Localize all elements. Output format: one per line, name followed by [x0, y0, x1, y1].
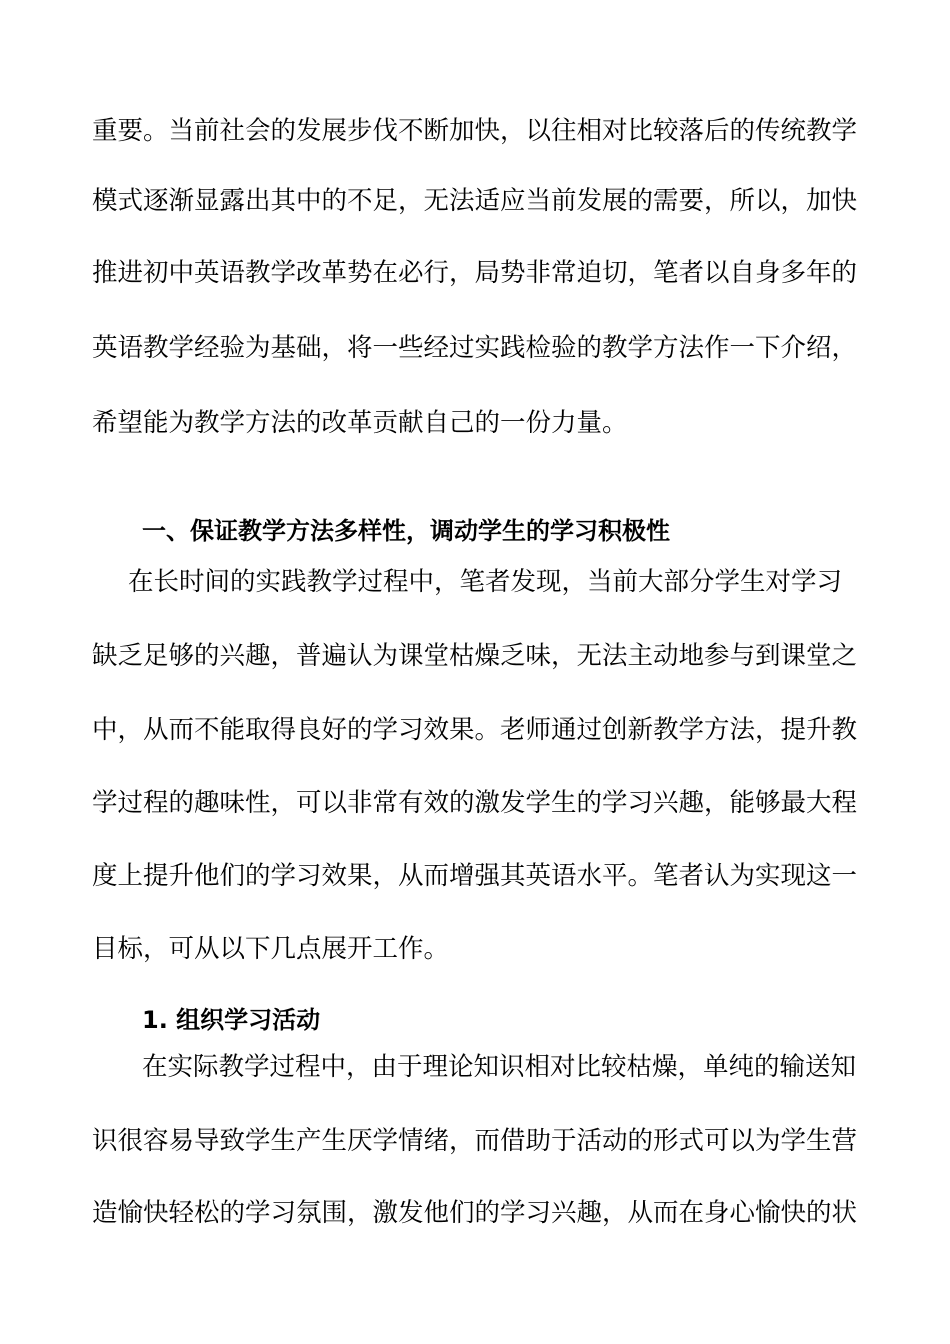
paragraph-line: 度上提升他们的学习效果，从而增强其英语水平。笔者认为实现这一: [92, 861, 858, 891]
section-heading: 一、保证教学方法多样性，调动学生的学习积极性: [142, 517, 670, 545]
paragraph-line: 中，从而不能取得良好的学习效果。老师通过创新教学方法，提升教: [92, 715, 858, 745]
paragraph-line: 英语教学经验为基础，将一些经过实践检验的教学方法作一下介绍，: [92, 333, 858, 363]
paragraph-line: 希望能为教学方法的改革贡献自己的一份力量。: [92, 408, 628, 438]
paragraph-line: 学过程的趣味性，可以非常有效的激发学生的学习兴趣，能够最大程: [92, 788, 858, 818]
paragraph-line: 识很容易导致学生产生厌学情绪，而借助于活动的形式可以为学生营: [92, 1126, 858, 1156]
paragraph-line: 在实际教学过程中，由于理论知识相对比较枯燥，单纯的输送知: [142, 1052, 857, 1082]
paragraph-line: 模式逐渐显露出其中的不足，无法适应当前发展的需要，所以，加快: [92, 186, 858, 216]
paragraph-line: 重要。当前社会的发展步伐不断加快，以往相对比较落后的传统教学: [92, 116, 858, 146]
subsection-heading: 1. 组织学习活动: [142, 1006, 321, 1034]
paragraph-line: 目标，可从以下几点展开工作。: [92, 934, 450, 964]
paragraph-line: 推进初中英语教学改革势在必行，局势非常迫切，笔者以自身多年的: [92, 258, 858, 288]
paragraph-line: 造愉快轻松的学习氛围，激发他们的学习兴趣，从而在身心愉快的状: [92, 1198, 858, 1228]
paragraph-line: 缺乏足够的兴趣，普遍认为课堂枯燥乏味，无法主动地参与到课堂之: [92, 641, 858, 671]
paragraph-line: 在长时间的实践教学过程中，笔者发现，当前大部分学生对学习: [128, 567, 843, 597]
